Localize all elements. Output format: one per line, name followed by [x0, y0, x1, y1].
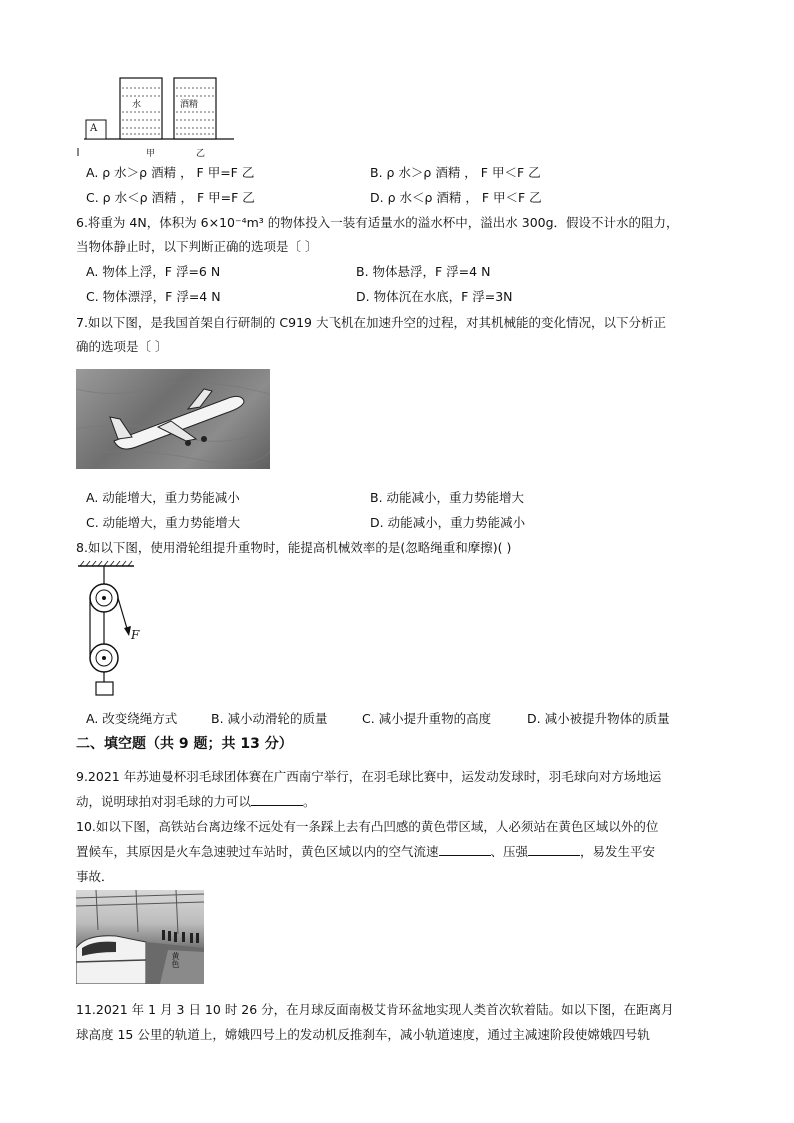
q10-text-b: 、压强: [490, 844, 529, 859]
q9-end: 。: [303, 794, 316, 809]
q10-text-c: ，易发生平安: [580, 844, 656, 859]
left-cup-label: 水: [132, 100, 142, 110]
q6-stem-line2: 当物体静止时，以下判断正确的选项是〔 〕: [76, 239, 318, 254]
q6-stem-line1: 6.将重为 4N，体积为 6×10⁻⁴m³ 的物体投入一装有适量水的溢水杯中，溢出水 300g．假设不计水的阻力，: [76, 215, 679, 230]
q10-answer-blank-2[interactable]: [528, 843, 580, 856]
photo-yellow-text: 黄色: [171, 952, 180, 968]
q5-option-c: C. ρ 水＜ρ 酒精 ， F 甲=F 乙: [86, 190, 255, 205]
q9-text: 动，说明球拍对羽毛球的力可以: [76, 794, 252, 809]
q5-option-d: D. ρ 水＜ρ 酒精 ， F 甲＜F 乙: [370, 190, 542, 205]
q7-option-b: B. 动能减小，重力势能增大: [370, 490, 525, 505]
airplane-photo: [76, 369, 270, 469]
q9-stem-line2: [76, 792, 316, 810]
q6-option-a: A. 物体上浮，F 浮=6 N: [86, 264, 221, 279]
q8-option-d: D. 减小被提升物体的质量: [527, 711, 670, 726]
q7-stem-line2: 确的选项是〔 〕: [76, 339, 168, 354]
section-title: 二、填空题（共 9 题；共 13 分）: [76, 736, 293, 752]
train-photo: [76, 890, 204, 984]
caption-right: 乙: [196, 149, 206, 159]
q10-stem-line1: 10.如以下图，高铁站台离边缘不远处有一条踩上去有凸凹感的黄色带区域，人必须站在黄色区域以外的位: [76, 819, 659, 834]
force-label: F: [131, 628, 140, 642]
q10-stem-line2: [76, 842, 655, 860]
q7-option-d: D. 动能减小，重力势能减小: [370, 515, 526, 530]
caption-left: 甲: [146, 149, 156, 159]
q5-option-b: B. ρ 水＞ρ 酒精 ， F 甲＜F 乙: [370, 165, 541, 180]
q8-option-b: B. 减小动滑轮的质量: [211, 711, 328, 726]
q6-option-c: C. 物体漂浮，F 浮=4 N: [86, 289, 221, 304]
q9-answer-blank[interactable]: [251, 793, 303, 806]
q7-stem-line1: 7.如以下图，是我国首架自行研制的 C919 大飞机在加速升空的过程，对其机械能的变化情况，以下分析正: [76, 315, 666, 330]
q6-option-b: B. 物体悬浮，F 浮=4 N: [356, 264, 491, 279]
q6-option-d: D. 物体沉在水底，F 浮=3N: [356, 289, 513, 304]
q8-option-a: A. 改变绕绳方式: [86, 711, 178, 726]
block-a-label: A: [90, 123, 98, 134]
q10-text-a: 置候车，其原因是火车急速驶过车站时，黄色区域以内的空气流速: [76, 844, 439, 859]
q11-stem-line1: 11.2021 年 1 月 3 日 10 时 26 分，在月球反面南极艾肯环盆地实现人类首次软着陆。如以下图，在距离月: [76, 1002, 674, 1017]
q9-stem-line1: 9.2021 年苏迪曼杯羽毛球团体赛在广西南宁举行，在羽毛球比赛中，运发动发球时，羽毛球向对方场地运: [76, 769, 662, 784]
train-icon: [76, 890, 204, 984]
q10-answer-blank-1[interactable]: [439, 843, 491, 856]
q10-stem-line3: 事故．: [76, 869, 114, 884]
figure-cups: [76, 76, 236, 160]
right-cup-label: 酒精: [180, 100, 199, 110]
q8-option-c: C. 减小提升重物的高度: [362, 711, 492, 726]
airplane-icon: [76, 369, 270, 469]
q5-option-a: A. ρ 水＞ρ 酒精 ， F 甲=F 乙: [86, 165, 255, 180]
q7-option-c: C. 动能增大，重力势能增大: [86, 515, 241, 530]
q7-option-a: A. 动能增大，重力势能减小: [86, 490, 240, 505]
q8-stem: 8.如以下图，使用滑轮组提升重物时，能提高机械效率的是(忽略绳重和摩擦)( ): [76, 540, 512, 555]
q11-stem-line2: 球高度 15 公里的轨道上，嫦娥四号上的发动机反推刹车，减小轨道速度，通过主减速阶段使嫦娥四号轨: [76, 1027, 650, 1042]
